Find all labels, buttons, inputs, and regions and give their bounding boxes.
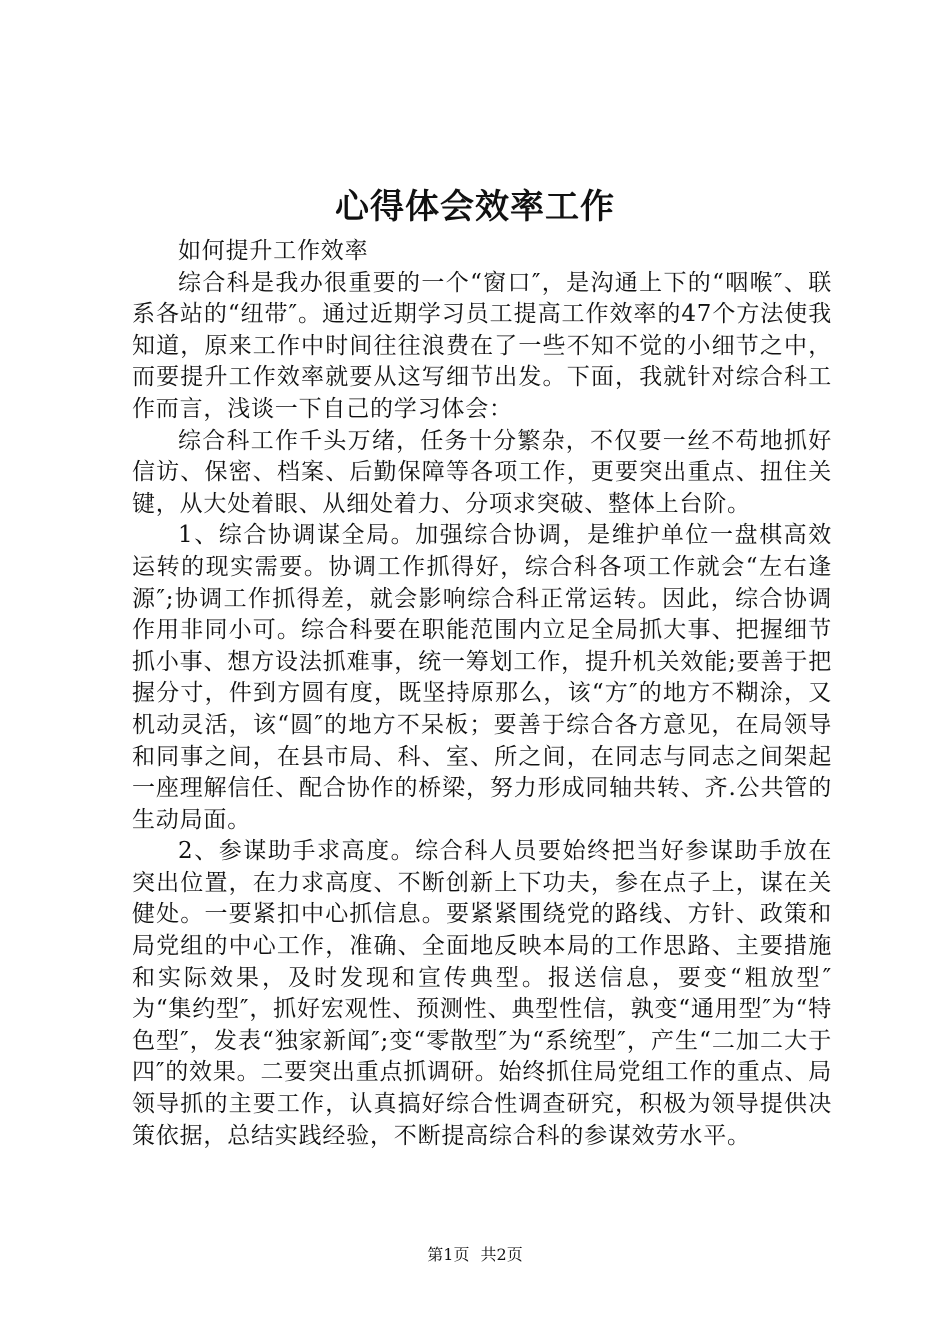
page-footer [0,1244,950,1266]
paragraph: 1、综合协调谋全局。加强综合协调，是维护单位一盘棋高效运转的现实需要。协调工作抓得好，综合科各项工作就会“左右逢源″;协调工作抓得差，就会影响综合科正常运转。因此，综合协调作用非同小可。综合科要在职能范围内立足全局抓大事、把握细节抓小事、想方设法抓难事，统一筹划工作，提升机关效能;要善于把握分寸，件到方圆有度，既坚持原那么，该“方″的地方不糊涂，又机动灵活，该“圆″的地方不呆板；要善于综合各方意见，在局领导和同事之间，在县市局、科、室、所之间，在同志与同志之间架起一座理解信任、配合协作的桥梁，努力形成同轴共转、齐.公共管的生动局面。 [132,522,832,833]
document-title: 心得体会效率工作 [335,187,615,227]
document-body [132,236,832,1152]
paragraph-subtitle: 如何提升工作效率 [178,238,369,264]
page-number: 第1页 [427,1245,470,1264]
paragraph: 综合科是我办很重要的一个“窗口″，是沟通上下的“咽喉″、联系各站的“纽带″。通过近期学习员工提高工作效率的47个方法使我知道，原来工作中时间往往浪费在了一些不知不觉的小细节之中，而要提升工作效率就要从这写细节出发。下面，我就针对综合科工作而言，浅谈一下自己的学习体会： [132,269,832,422]
paragraph: 综合科工作千头万绪，任务十分繁杂，不仅要一丝不苟地抓好信访、保密、档案、后勤保障等各项工作，更要突出重点、扭住关键，从大处着眼、从细处着力、分项求突破、整体上台阶。 [132,427,832,517]
page-total: 共2页 [480,1245,523,1264]
paragraph: 2、参谋助手求高度。综合科人员要始终把当好参谋助手放在突出位置，在力求高度、不断创新上下功夫，参在点子上，谋在关健处。一要紧扣中心抓信息。要紧紧围绕党的路线、方针、政策和局党组的中心工作，准确、全面地反映本局的工作思路、主要措施和实际效果，及时发现和宣传典型。报送信息，要变“粗放型″为“集约型″，抓好宏观性、预测性、典型性信，孰变“通用型″为“特色型″，发表“独家新闻″;变“零散型″为“系统型″，产生“二加二大于四″的效果。二要突出重点抓调研。始终抓住局党组工作的重点、局领导抓的主要工作，认真搞好综合性调查研究，积极为领导提供决策依据，总结实践经验，不断提高综合科的参谋效劳水平。 [132,838,832,1149]
